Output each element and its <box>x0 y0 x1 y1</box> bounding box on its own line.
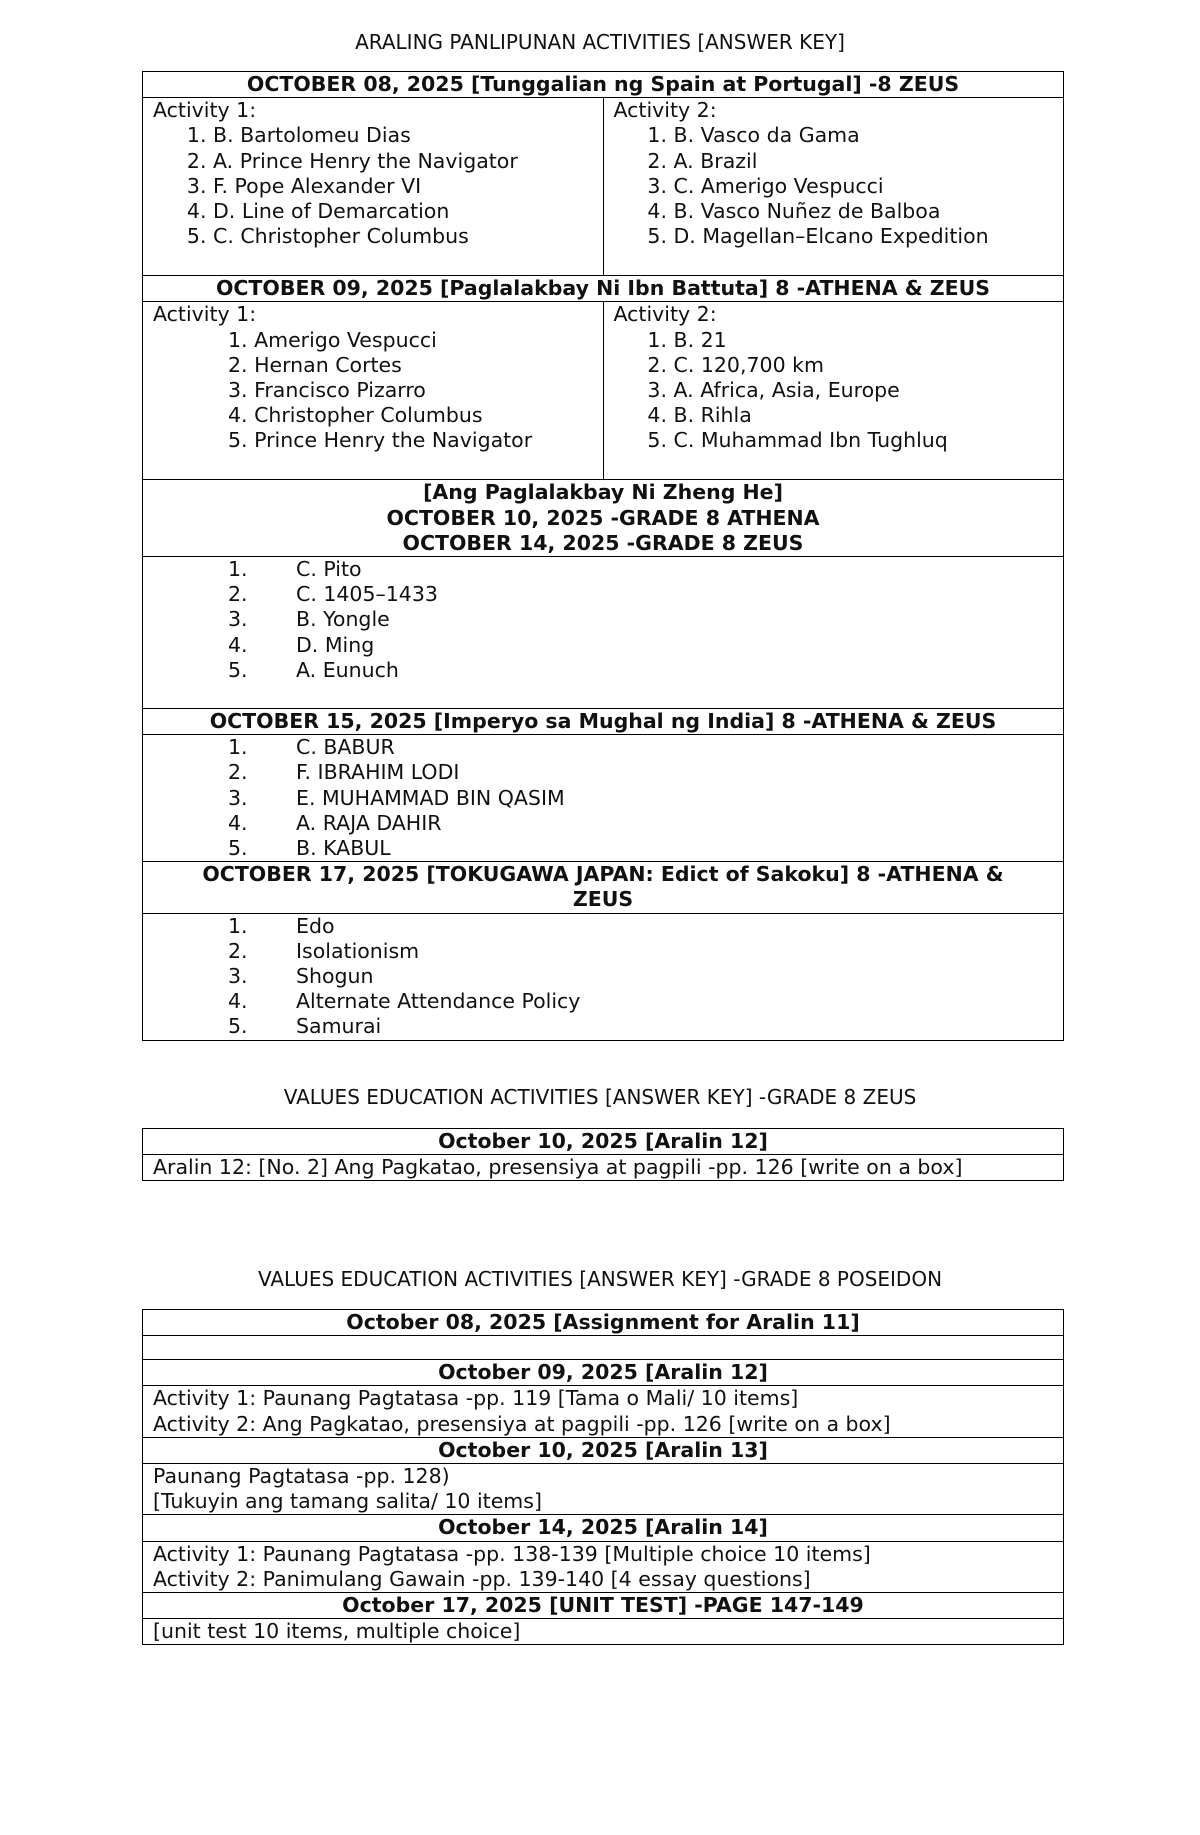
zheng-he-title: [Ang Paglalakbay Ni Zheng He] <box>423 480 783 505</box>
ap-title: ARALING PANLIPUNAN ACTIVITIES [ANSWER KEY] <box>355 30 845 54</box>
ve-poseidon-title: VALUES EDUCATION ACTIVITIES [ANSWER KEY] -GRADE 8 POSEIDON <box>257 1267 943 1291</box>
list-item: 2. Hernan Cortes <box>228 352 402 377</box>
list-item <box>153 989 1053 1014</box>
item-number: 1. <box>228 735 248 760</box>
poseidon-oct10-line2: [Tukuyin ang tamang salita/ 10 items] <box>153 1489 542 1514</box>
list-item <box>153 786 1053 811</box>
poseidon-oct17-header: October 17, 2025 [UNIT TEST] -PAGE 147-149 <box>143 1593 1064 1619</box>
list-item: 4. Christopher Columbus <box>228 403 483 428</box>
item-number: 4. <box>228 810 248 835</box>
list-item <box>153 760 1053 785</box>
poseidon-oct14-cell <box>143 1541 1064 1592</box>
list-item <box>153 658 1053 683</box>
list-item: 2. C. 120,700 km <box>674 353 1054 378</box>
zheng-he-date-zeus: OCTOBER 14, 2025 -GRADE 8 ZEUS <box>402 530 804 555</box>
zheng-he-date-athena: OCTOBER 10, 2025 -GRADE 8 ATHENA <box>386 505 820 530</box>
oct15-list <box>153 735 1053 861</box>
list-item: 3. F. Pope Alexander VI <box>213 174 593 199</box>
poseidon-oct08-header: October 08, 2025 [Assignment for Aralin 11] <box>143 1310 1064 1336</box>
poseidon-oct17-cell: [unit test 10 items, multiple choice] <box>143 1619 1064 1645</box>
item-text: D. Ming <box>296 632 375 657</box>
oct17-list <box>153 914 1053 1040</box>
poseidon-oct14-line1: Activity 1: Paunang Pagtatasa -pp. 138-139 [Multiple choice 10 items] <box>153 1541 871 1566</box>
oct09-activity2-label: Activity 2: <box>613 302 717 327</box>
oct09-activity2-cell <box>603 302 1064 480</box>
item-number: 5. <box>228 836 248 861</box>
ve-zeus-header: October 10, 2025 [Aralin 12] <box>143 1129 1064 1155</box>
item-text: Alternate Attendance Policy <box>296 989 581 1014</box>
poseidon-oct09-cell <box>143 1386 1064 1437</box>
list-item: 3. C. Amerigo Vespucci <box>674 174 1054 199</box>
item-number: 3. <box>228 964 248 989</box>
item-number: 4. <box>228 632 248 657</box>
item-text: Isolationism <box>296 938 420 963</box>
poseidon-oct09-line2: Activity 2: Ang Pagkatao, presensiya at pagpili -pp. 126 [write on a box] <box>153 1411 891 1436</box>
oct08-header: OCTOBER 08, 2025 [Tunggalian ng Spain at Portugal] -8 ZEUS <box>143 72 1064 98</box>
list-item: 4. B. Vasco Nuñez de Balboa <box>674 199 1054 224</box>
ve-zeus-title: VALUES EDUCATION ACTIVITIES [ANSWER KEY] -GRADE 8 ZEUS <box>283 1085 917 1109</box>
list-item: 4. D. Line of Demarcation <box>213 199 593 224</box>
list-item: 1. B. Vasco da Gama <box>674 123 1054 148</box>
poseidon-oct09-header: October 09, 2025 [Aralin 12] <box>143 1360 1064 1386</box>
item-number: 3. <box>228 785 248 810</box>
item-number: 2. <box>228 760 248 785</box>
ve-zeus-table <box>142 1128 1064 1181</box>
item-number: 5. <box>228 1014 248 1039</box>
item-text: A. Eunuch <box>296 657 399 682</box>
item-number: 5. <box>228 657 248 682</box>
oct17-header: OCTOBER 17, 2025 [TOKUGAWA JAPAN: Edict of Sakoku] 8 -ATHENA & ZEUS <box>143 862 1064 913</box>
item-text: Shogun <box>296 964 374 989</box>
poseidon-oct14-header: October 14, 2025 [Aralin 14] <box>143 1515 1064 1541</box>
oct08-activity2-list <box>614 123 1054 249</box>
item-number: 4. <box>228 989 248 1014</box>
oct08-activity2-label: Activity 2: <box>613 98 717 123</box>
item-number: 1. <box>228 557 248 582</box>
oct15-answers-cell <box>143 735 1064 862</box>
list-item: 5. C. Muhammad Ibn Tughluq <box>674 428 1054 453</box>
poseidon-oct10-header: October 10, 2025 [Aralin 13] <box>143 1437 1064 1463</box>
oct08-activity1-label: Activity 1: <box>153 98 257 123</box>
oct08-activity1-list <box>153 123 593 249</box>
ap-table <box>142 71 1064 1041</box>
poseidon-oct10-cell <box>143 1464 1064 1515</box>
list-item: 2. A. Brazil <box>674 149 1054 174</box>
list-item: 1. B. Bartolomeu Dias <box>213 123 593 148</box>
poseidon-oct08-empty-row <box>143 1336 1064 1360</box>
list-item <box>153 939 1053 964</box>
item-number: 2. <box>228 938 248 963</box>
item-text: Samurai <box>296 1014 382 1039</box>
poseidon-oct09-line1: Activity 1: Paunang Pagtatasa -pp. 119 [Tama o Mali/ 10 items] <box>153 1386 799 1411</box>
item-text: Edo <box>296 913 335 938</box>
item-text: C. 1405–1433 <box>296 582 438 607</box>
list-item: 1. Amerigo Vespucci <box>228 327 437 352</box>
item-text: B. Yongle <box>296 607 390 632</box>
item-number: 2. <box>228 582 248 607</box>
ve-poseidon-table <box>142 1309 1064 1645</box>
oct15-header: OCTOBER 15, 2025 [Imperyo sa Mughal ng India] 8 -ATHENA & ZEUS <box>143 709 1064 735</box>
list-item <box>153 1014 1053 1039</box>
oct09-header: OCTOBER 09, 2025 [Paglalakbay Ni Ibn Battuta] 8 -ATHENA & ZEUS <box>143 276 1064 302</box>
oct09-activity1-cell <box>143 302 604 480</box>
zheng-he-answers-cell <box>143 557 1064 709</box>
zheng-he-list <box>153 557 1053 683</box>
item-number: 1. <box>228 913 248 938</box>
list-item: 3. Francisco Pizarro <box>228 378 426 403</box>
oct08-activity2-cell <box>603 98 1064 276</box>
item-text: E. MUHAMMAD BIN QASIM <box>296 785 565 810</box>
list-item: 1. B. 21 <box>674 328 1054 353</box>
list-item: 5. C. Christopher Columbus <box>213 224 593 249</box>
item-text: C. Pito <box>296 557 362 582</box>
oct08-activity1-cell <box>143 98 604 276</box>
item-text: A. RAJA DAHIR <box>296 810 442 835</box>
poseidon-oct14-line2: Activity 2: Panimulang Gawain -pp. 139-140 [4 essay questions] <box>153 1566 811 1591</box>
list-item: 5. D. Magellan–Elcano Expedition <box>674 224 1054 249</box>
oct09-activity2-list <box>614 328 1054 454</box>
list-item <box>153 735 1053 760</box>
item-text: F. IBRAHIM LODI <box>296 760 460 785</box>
oct09-activity1-label: Activity 1: <box>153 302 257 327</box>
list-item <box>153 836 1053 861</box>
list-item: 5. Prince Henry the Navigator <box>228 428 533 453</box>
list-item <box>153 607 1053 632</box>
list-item: 4. B. Rihla <box>674 403 1054 428</box>
list-item: 3. A. Africa, Asia, Europe <box>674 378 1054 403</box>
poseidon-oct10-line1: Paunang Pagtatasa -pp. 128) <box>153 1464 450 1489</box>
list-item <box>153 582 1053 607</box>
ve-zeus-row: Aralin 12: [No. 2] Ang Pagkatao, presensiya at pagpili -pp. 126 [write on a box] <box>143 1155 1064 1181</box>
item-text: B. KABUL <box>296 836 391 861</box>
list-item <box>153 964 1053 989</box>
item-number: 3. <box>228 607 248 632</box>
item-text: C. BABUR <box>296 735 395 760</box>
oct17-answers-cell <box>143 913 1064 1040</box>
list-item <box>153 914 1053 939</box>
list-item: 2. A. Prince Henry the Navigator <box>213 149 593 174</box>
list-item <box>153 633 1053 658</box>
oct09-activity1-list <box>153 328 593 454</box>
list-item <box>153 557 1053 582</box>
list-item <box>153 811 1053 836</box>
zheng-he-header <box>143 480 1064 557</box>
